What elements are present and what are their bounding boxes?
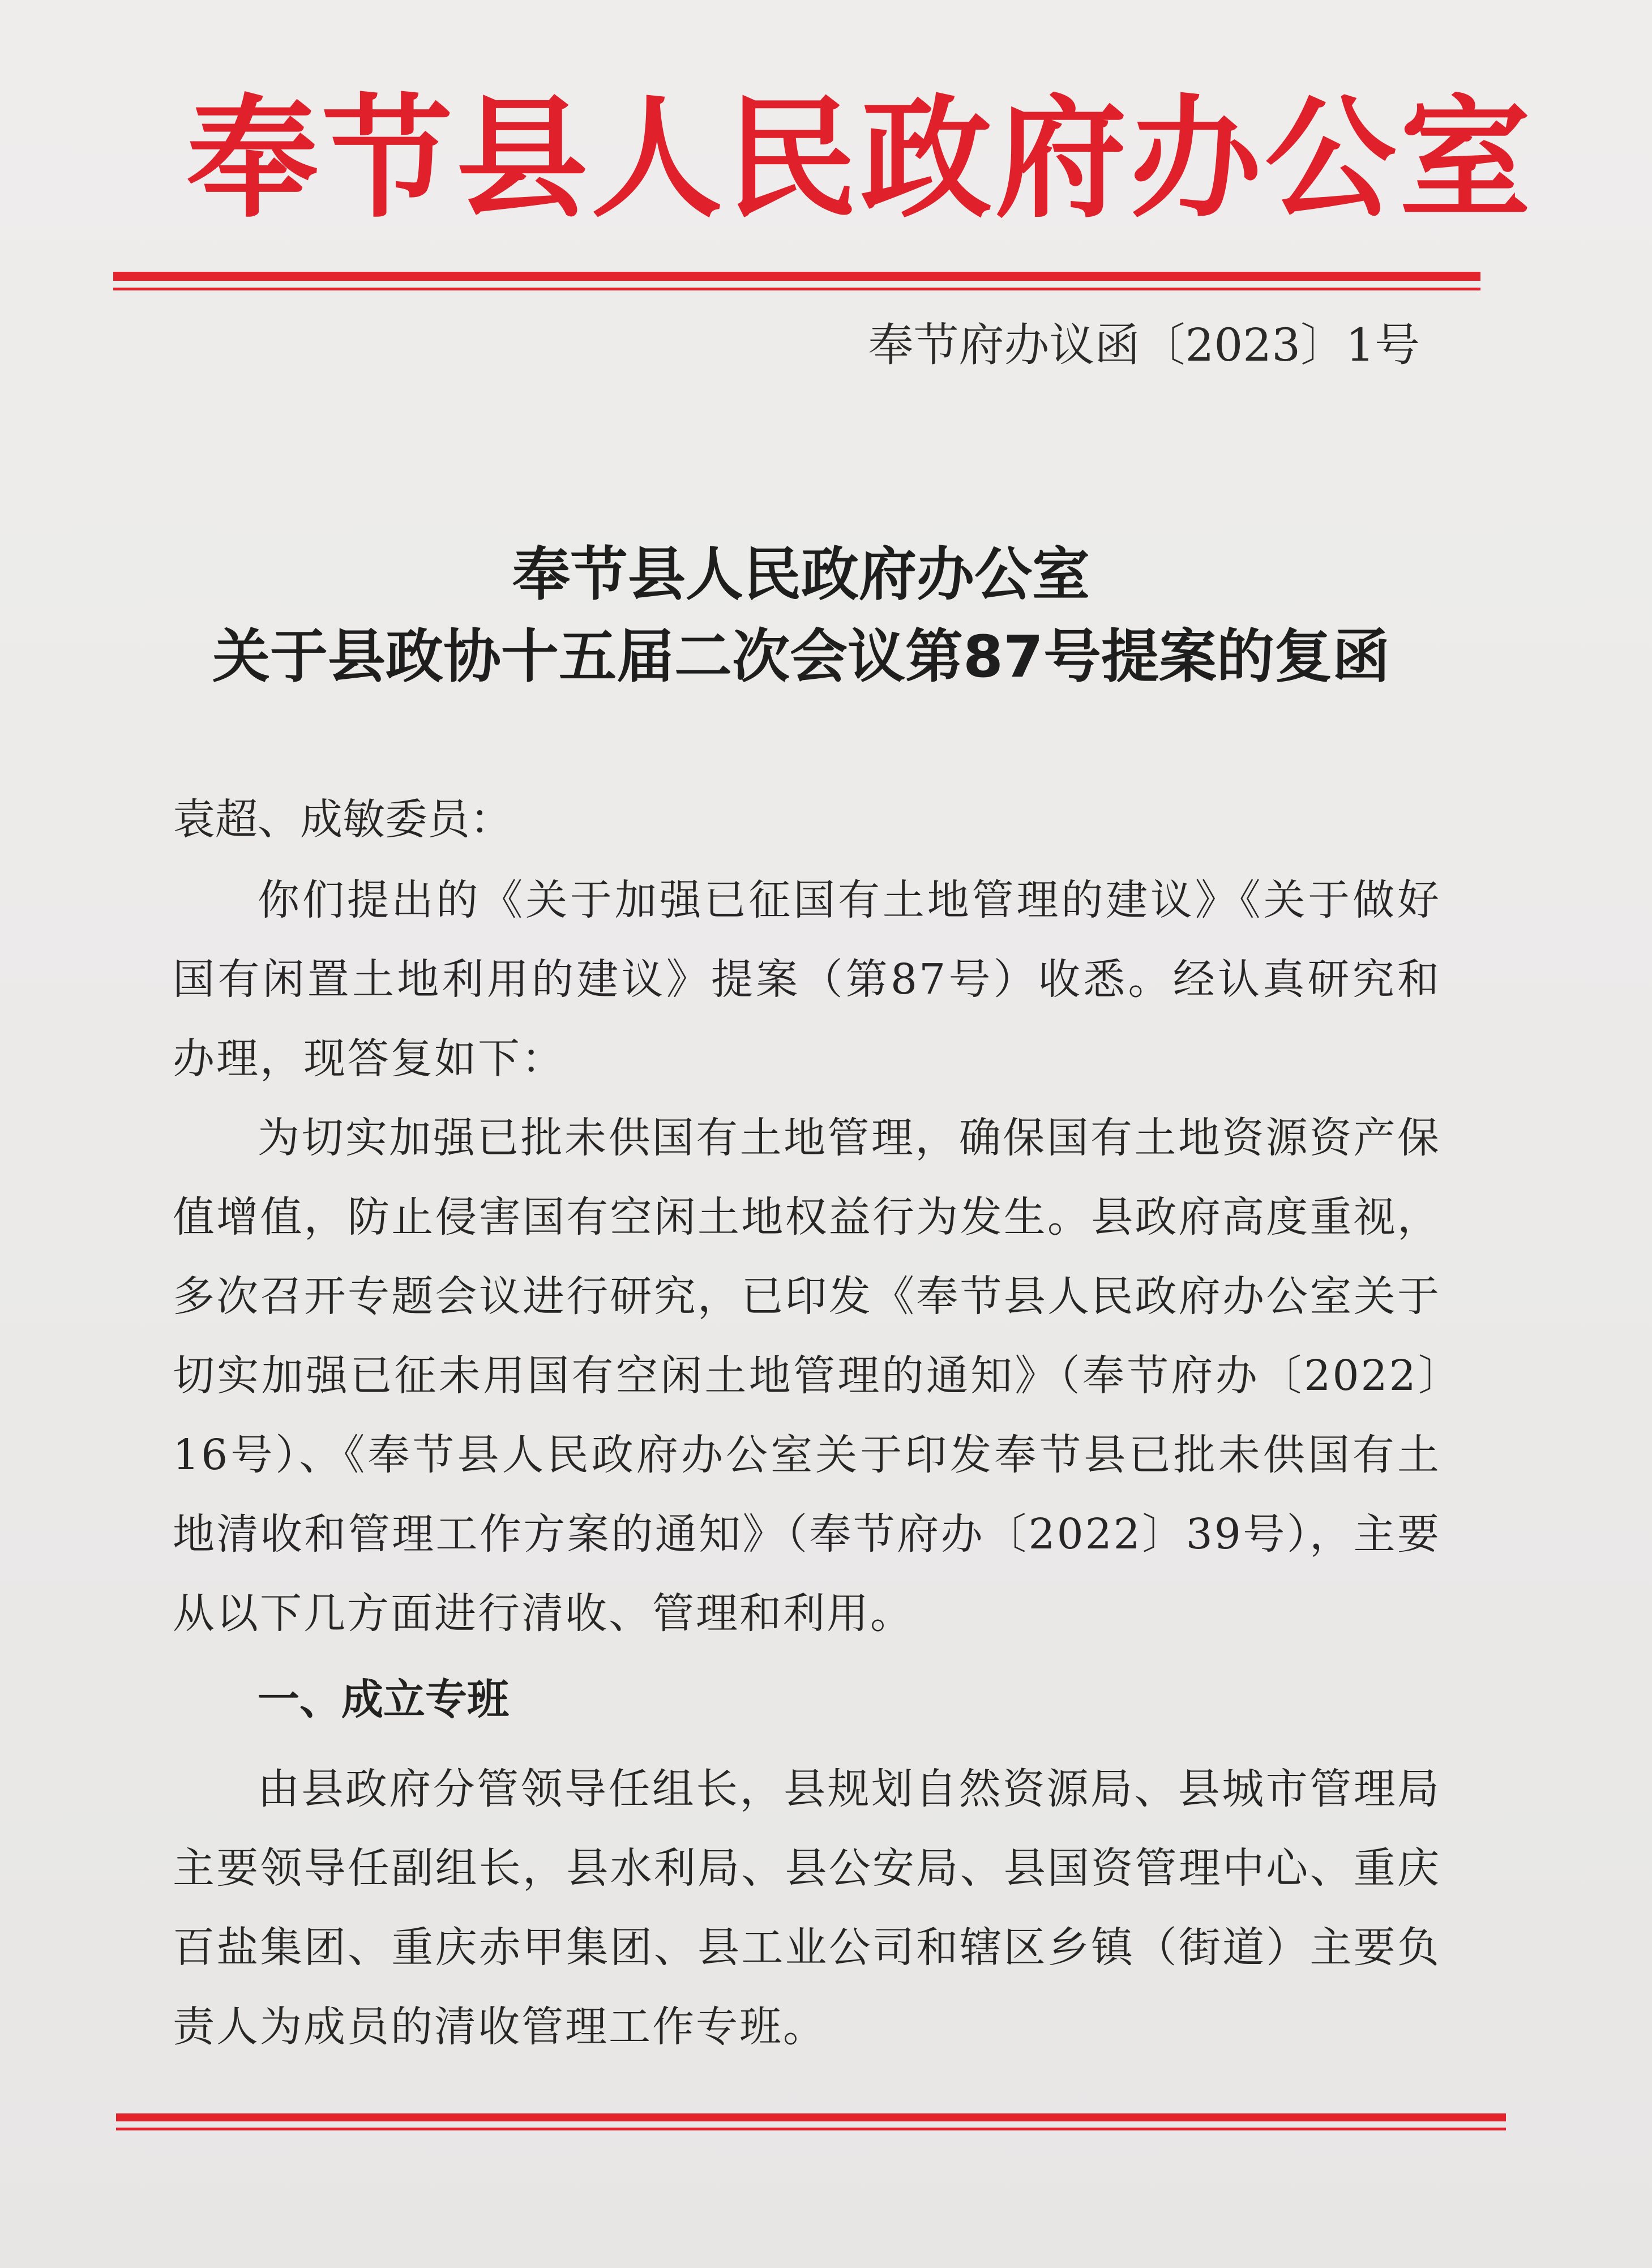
salutation: 袁超、成敏委员： xyxy=(173,794,513,844)
document-number: 奉节府办议函〔2023〕1号 xyxy=(868,319,1420,371)
section-heading-1: 一、成立专班 xyxy=(258,1675,509,1724)
footer-red-rule-thick xyxy=(116,2113,1506,2121)
document-title-line-2: 关于县政协十五届二次会议第87号提案的复函 xyxy=(212,623,1390,691)
footer-red-rule-thin xyxy=(116,2128,1506,2130)
header-red-rule-thick xyxy=(113,272,1480,281)
paragraph-task-force: 由县政府分管领导任组长，县规划自然资源局、县城市管理局主要领导任副组长，县水利局、县公安局、县国资管理中心、重庆百盐集团、重庆赤甲集团、县工业公司和辖区乡镇（街道）主要负责人为成员的清收管理工作专班。 xyxy=(173,1765,1441,2051)
paragraph-background: 为切实加强已批未供国有土地管理，确保国有土地资源资产保值增值，防止侵害国有空闲土地权益行为发生。县政府高度重视，多次召开专题会议进行研究，已印发《奉节县人民政府办公室关于切实加强已征未用国有空闲土地管理的通知》（奉节府办〔2022〕16号）、《奉节县人民政府办公室关于印发奉节县已批未供国有土地清收和管理工作方案的通知》（奉节府办〔2022〕39号），主要从以下几方面进行清收、管理和利用。 xyxy=(173,1114,1441,1638)
document-title-line-1: 奉节县人民政府办公室 xyxy=(512,541,1090,609)
issuing-office-header: 奉节县人民政府办公室 xyxy=(187,83,1535,236)
paragraph-acknowledgement: 你们提出的《关于加强已征国有土地管理的建议》《关于做好国有闲置土地利用的建议》提案（第87号）收悉。经认真研究和办理，现答复如下： xyxy=(173,876,1441,1083)
header-red-rule-thin xyxy=(113,288,1480,290)
